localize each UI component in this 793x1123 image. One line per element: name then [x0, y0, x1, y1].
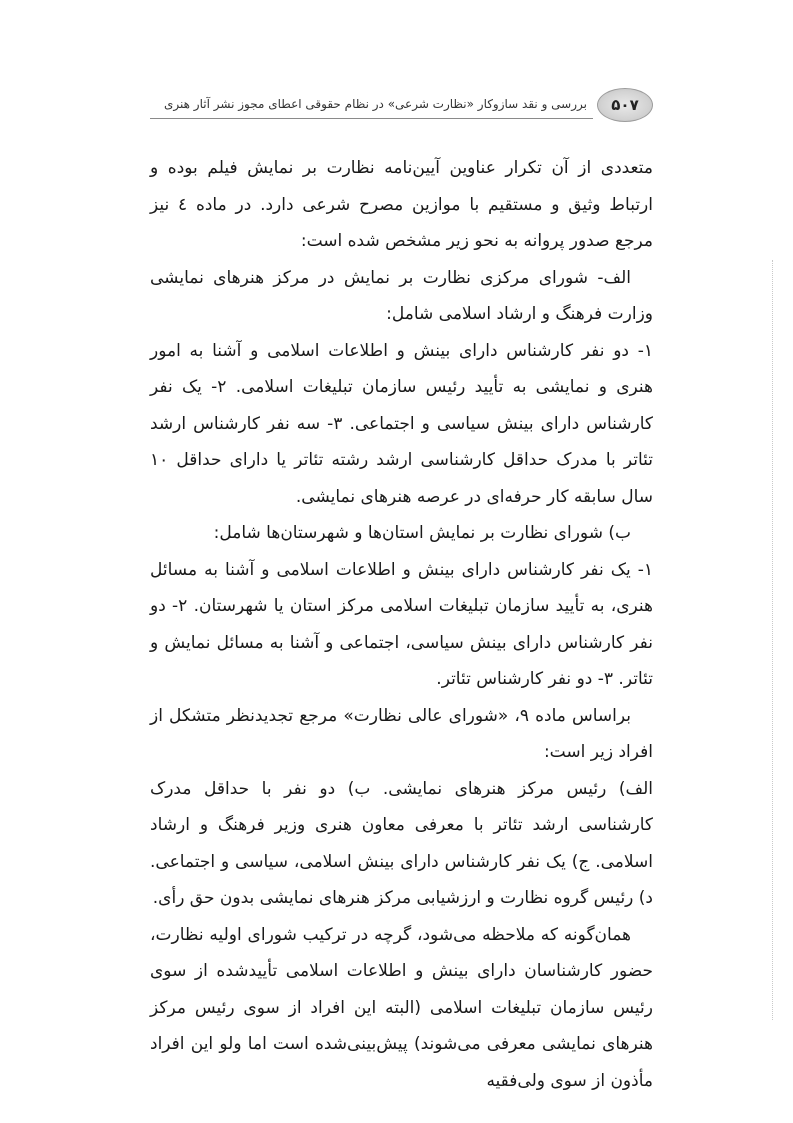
paragraph: متعددی از آن تکرار عناوین آیین‌نامه نظارت بر نمایش فیلم بوده و ارتباط وثیق و مستقیم با موازین مصرح شرعی دارد. در ماده ٤ نیز مرجع صدور پروانه به نحو زیر مشخص شده است:	[150, 158, 653, 251]
header-divider	[150, 118, 593, 119]
paragraph: الف) رئیس مرکز هنرهای نمایشی. ب) دو نفر با حداقل مدرک کارشناسی ارشد تئاتر با معرفی معاون هنری وزیر فرهنگ و ارشاد اسلامی. ج) یک نفر کارشناس دارای بینش اسلامی، سیاسی و اجتماعی. د) رئیس گروه نظارت و ارزشیابی مرکز هنرهای نمایشی بدون حق رأی.	[150, 778, 653, 908]
page-number: ۵۰۷	[597, 88, 653, 122]
body-text	[150, 150, 653, 1099]
paragraph: ۱- یک نفر کارشناس دارای بینش و اطلاعات اسلامی و آشنا به مسائل هنری، به تأیید سازمان تبلیغات اسلامی مرکز استان یا شهرستان. ۲- دو نفر کارشناس دارای بینش سیاسی، اجتماعی و آشنا به مسائل نمایش و تئاتر. ۳- دو نفر کارشناس تئاتر.	[150, 559, 653, 689]
paragraph: همان‌گونه که ملاحظه می‌شود، گرچه در ترکیب شورای اولیه نظارت، حضور کارشناسان دارای بینش و اطلاعات اسلامی تأییدشده از سوی رئیس سازمان تبلیغات اسلامی (البته این افراد از سوی رئیس مرکز هنرهای نمایشی معرفی می‌شوند) پیش‌بینی‌شده است اما ولو این افراد مأذون از سوی ولی‌فقیه	[150, 924, 653, 1091]
page-header	[150, 88, 653, 124]
paragraph: ب) شورای نظارت بر نمایش استان‌ها و شهرستان‌ها شامل:	[213, 523, 631, 543]
running-title: بررسی و نقد سازوکار «نظارت شرعی» در نظام حقوقی اعطای مجوز نشر آثار هنری	[164, 97, 587, 111]
paragraph: براساس ماده ۹، «شورای عالی نظارت» مرجع تجدیدنظر متشکل از افراد زیر است:	[150, 705, 653, 762]
paragraph: ۱- دو نفر کارشناس دارای بینش و اطلاعات اسلامی و آشنا به امور هنری و نمایشی به تأیید رئیس سازمان تبلیغات اسلامی. ۲- یک نفر کارشناس دارای بینش سیاسی و اجتماعی. ۳- سه نفر کارشناس ارشد تئاتر با مدرک حداقل کارشناسی ارشد رشته تئاتر یا دارای حداقل ۱۰ سال سابقه کار حرفه‌ای در عرصه هنرهای نمایشی.	[150, 340, 653, 507]
page-edge-margin	[771, 260, 773, 1020]
paragraph: الف- شورای مرکزی نظارت بر نمایش در مرکز هنرهای نمایشی وزارت فرهنگ و ارشاد اسلامی شامل:	[150, 267, 653, 324]
